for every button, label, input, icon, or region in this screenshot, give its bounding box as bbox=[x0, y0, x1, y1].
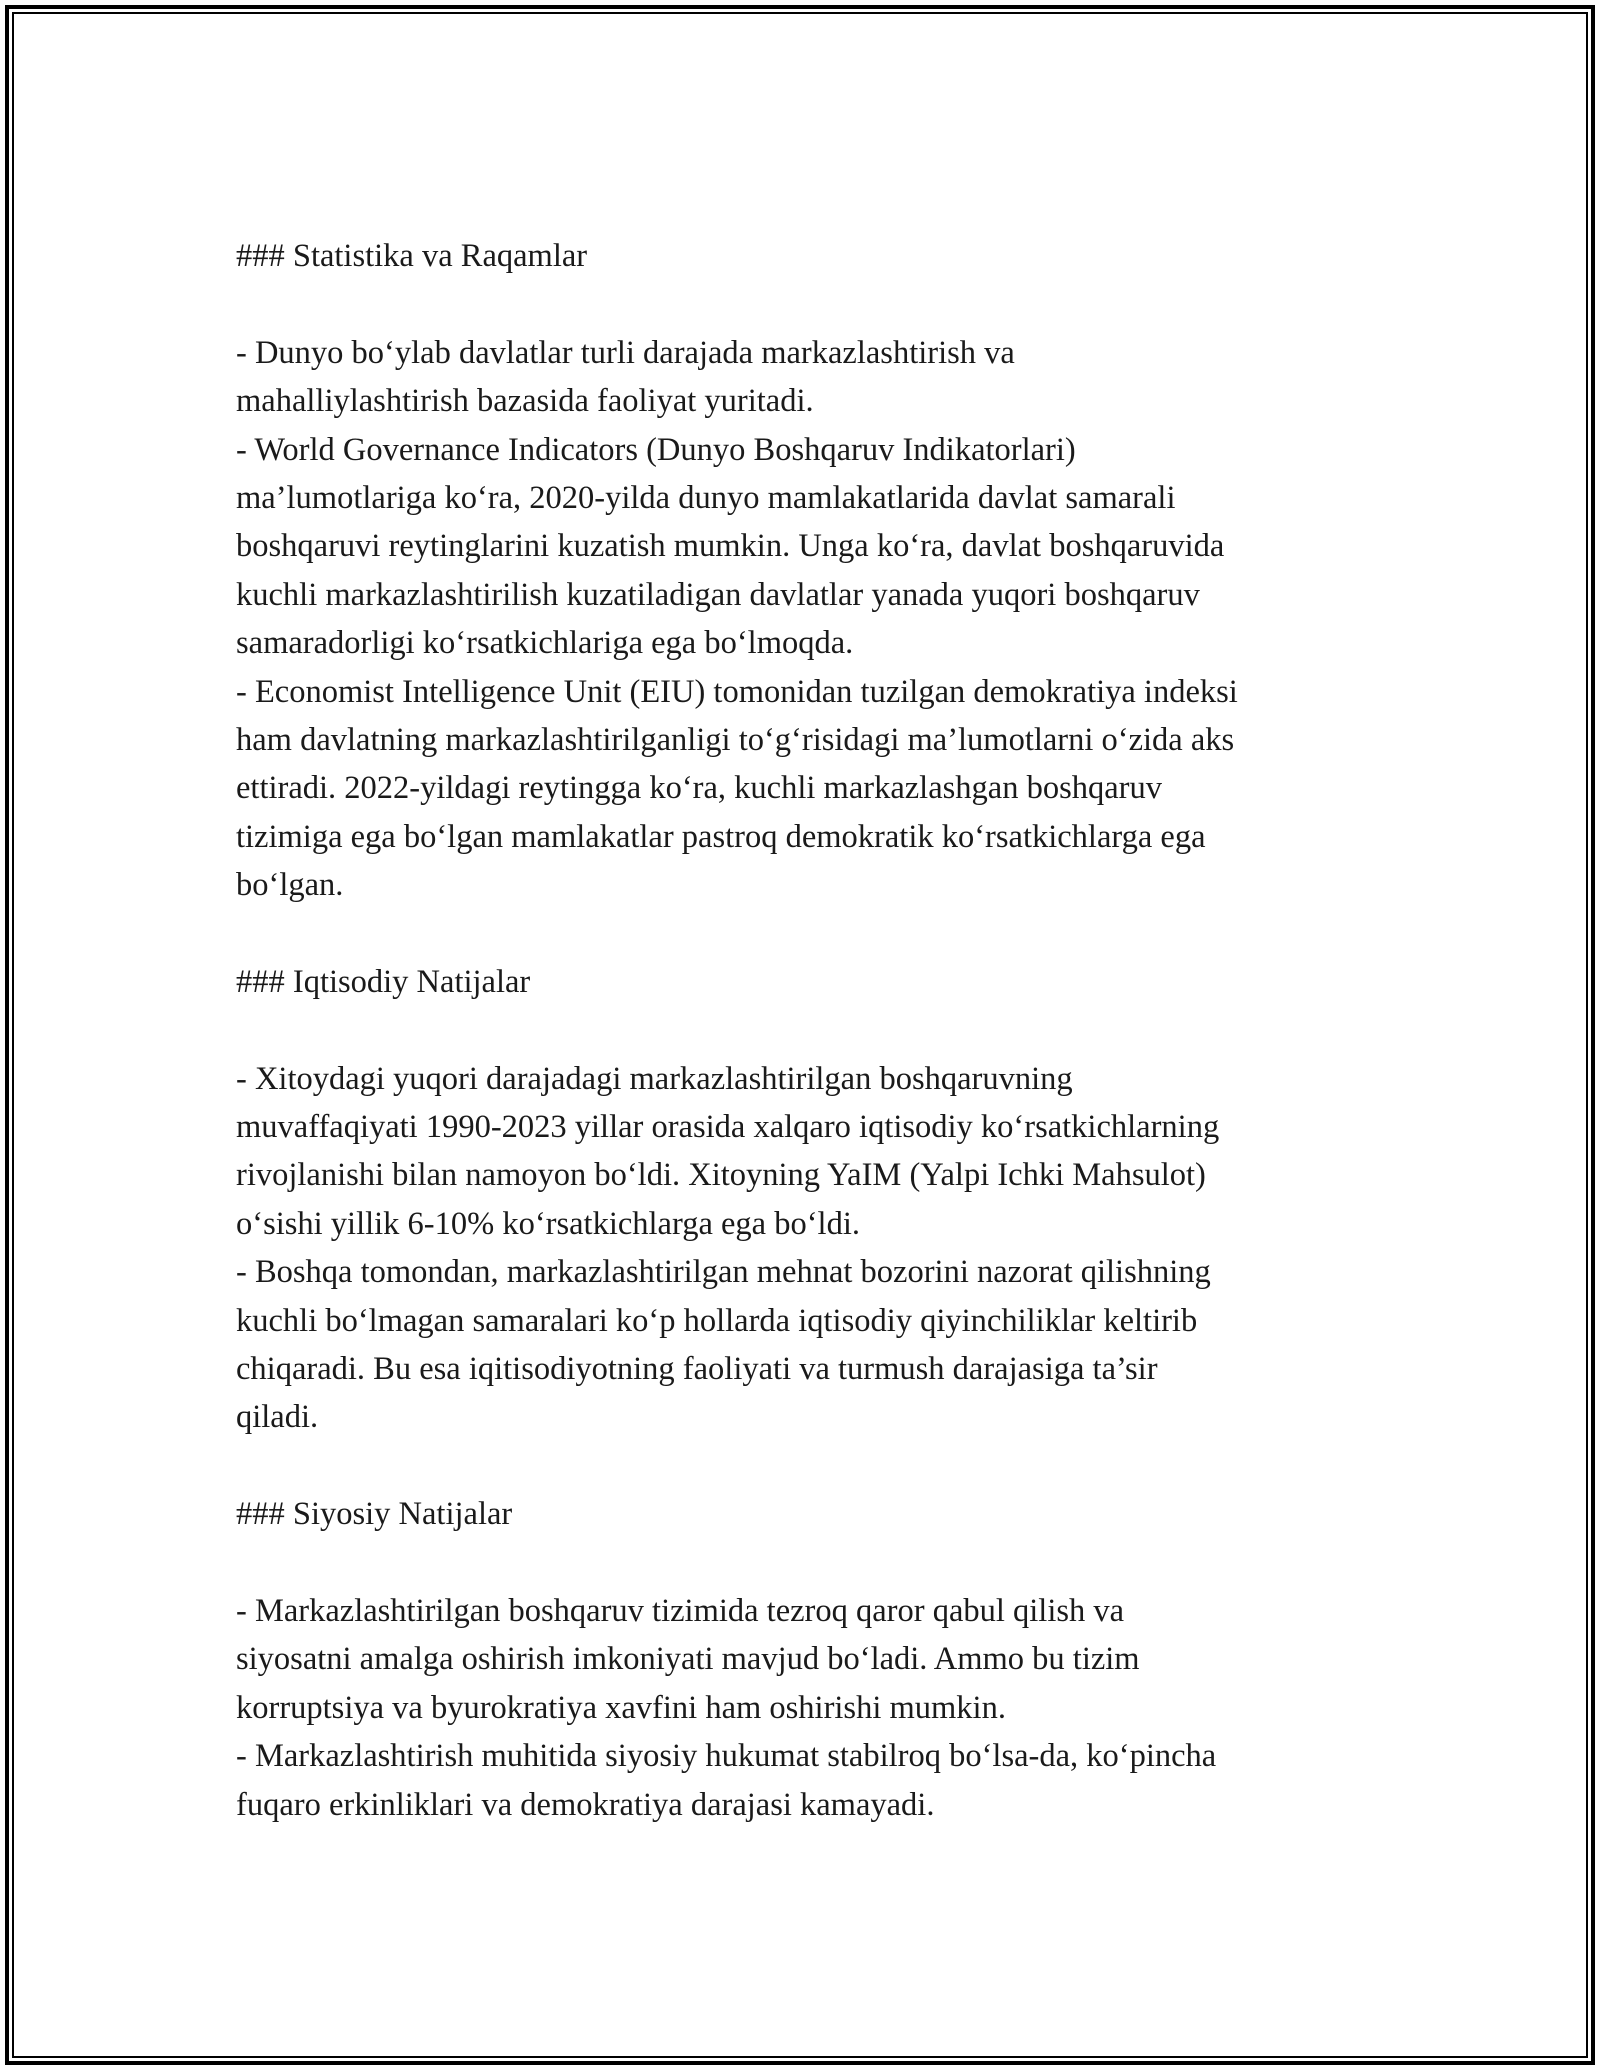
text-line: chiqaradi. Bu esa iqitisodiyotning faoliyati va turmush darajasiga ta’sir bbox=[236, 1350, 1158, 1387]
bullet-paragraph bbox=[236, 1587, 1386, 1732]
text-line: - World Governance Indicators (Dunyo Boshqaruv Indikatorlari) bbox=[236, 431, 1076, 468]
text-line: kuchli bo‘lmagan samaralari ko‘p hollarda iqtisodiy qiyinchiliklar keltirib bbox=[236, 1302, 1198, 1339]
text-line: - Boshqa tomondan, markazlashtirilgan mehnat bozorini nazorat qilishning bbox=[236, 1254, 1211, 1291]
text-line: samaradorligi ko‘rsatkichlariga ega bo‘lmoqda. bbox=[236, 625, 854, 662]
text-line: rivojlanishi bilan namoyon bo‘ldi. Xitoyning YaIM (Yalpi Ichki Mahsulot) bbox=[236, 1157, 1206, 1194]
text-line: boshqaruvi reytinglarini kuzatish mumkin. Unga ko‘ra, davlat boshqaruvida bbox=[236, 528, 1225, 565]
bullet-paragraph bbox=[236, 1248, 1386, 1442]
text-line: o‘sishi yillik 6-10% ko‘rsatkichlarga ega bo‘ldi. bbox=[236, 1205, 860, 1242]
section-statistika bbox=[236, 232, 1386, 909]
bullet-paragraph bbox=[236, 1055, 1386, 1249]
text-line: muvaffaqiyati 1990-2023 yillar orasida xalqaro iqtisodiy ko‘rsatkichlarning bbox=[236, 1109, 1220, 1146]
section-heading: ### Statistika va Raqamlar bbox=[236, 238, 588, 274]
section-iqtisodiy bbox=[236, 958, 1386, 1442]
text-line: - Xitoydagi yuqori darajadagi markazlashtirilgan boshqaruvning bbox=[236, 1060, 1073, 1097]
blank-line bbox=[236, 909, 1386, 957]
section-siyosiy bbox=[236, 1490, 1386, 1829]
blank-line bbox=[236, 1539, 1386, 1587]
text-line: - Economist Intelligence Unit (EIU) tomonidan tuzilgan demokratiya indeksi bbox=[236, 673, 1238, 710]
text-line: bo‘lgan. bbox=[236, 867, 344, 904]
text-line: qiladi. bbox=[236, 1399, 319, 1436]
text-line: ettiradi. 2022-yildagi reytingga ko‘ra, kuchli markazlashgan boshqaruv bbox=[236, 770, 1162, 807]
blank-line bbox=[236, 1442, 1386, 1490]
bullet-paragraph bbox=[236, 426, 1386, 668]
text-line: ham davlatning markazlashtirilganligi to‘g‘risidagi ma’lumotlarni o‘zida aks bbox=[236, 721, 1235, 758]
text-line: tizimiga ega bo‘lgan mamlakatlar pastroq demokratik ko‘rsatkichlarga ega bbox=[236, 818, 1206, 855]
bullet-paragraph bbox=[236, 1732, 1386, 1829]
bullet-paragraph bbox=[236, 668, 1386, 910]
text-line: - Markazlashtirish muhitida siyosiy hukumat stabilroq bo‘lsa-da, ko‘pincha bbox=[236, 1738, 1217, 1775]
text-line: fuqaro erkinliklari va demokratiya darajasi kamayadi. bbox=[236, 1786, 935, 1823]
text-line: kuchli markazlashtirilish kuzatiladigan davlatlar yanada yuqori boshqaruv bbox=[236, 576, 1200, 613]
blank-line bbox=[236, 280, 1386, 328]
document-body bbox=[236, 232, 1386, 1829]
section-heading: ### Iqtisodiy Natijalar bbox=[236, 963, 531, 1000]
bullet-paragraph bbox=[236, 329, 1386, 426]
text-line: siyosatni amalga oshirish imkoniyati mavjud bo‘ladi. Ammo bu tizim bbox=[236, 1641, 1140, 1678]
text-line: korruptsiya va byurokratiya xavfini ham oshirishi mumkin. bbox=[236, 1689, 1006, 1726]
blank-line bbox=[236, 1006, 1386, 1054]
section-heading: ### Siyosiy Natijalar bbox=[236, 1496, 513, 1533]
text-line: - Markazlashtirilgan boshqaruv tizimida tezroq qaror qabul qilish va bbox=[236, 1592, 1125, 1629]
text-line: mahalliylashtirish bazasida faoliyat yuritadi. bbox=[236, 383, 814, 420]
text-line: - Dunyo bo‘ylab davlatlar turli darajada markazlashtirish va bbox=[236, 334, 1015, 371]
text-line: ma’lumotlariga ko‘ra, 2020-yilda dunyo mamlakatlarida davlat samarali bbox=[236, 479, 1176, 516]
